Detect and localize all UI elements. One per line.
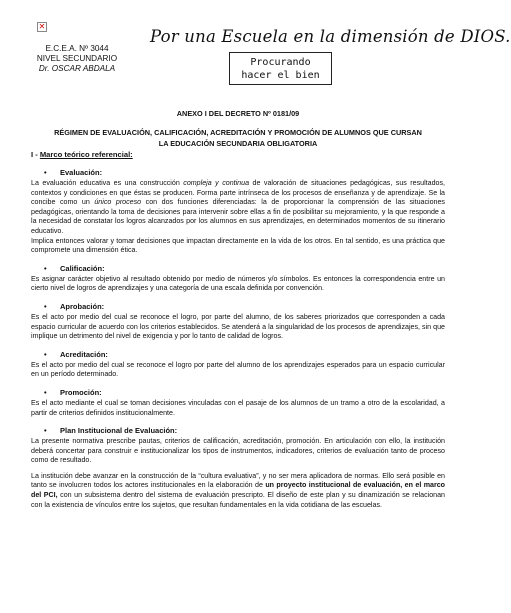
paragraph-aprobacion: Es el acto por medio del cual se reconoce el logro, por parte del alumno, de los saberes priorizados que corresponden a cada espacio curricular de acuerdo con los criterios establecidos. Se atenderá a la singularidad de los procesos de aprendizajes, sin que implique un detrimento del nivel de exigencia y por lo tanto de calidad de logros.	[31, 312, 445, 341]
bullet-icon: •	[44, 349, 47, 359]
heading-text: Acreditación:	[60, 349, 108, 359]
heading-text: Evaluación:	[60, 168, 103, 177]
school-line-3: Dr. OSCAR ABDALA	[38, 64, 116, 73]
school-line-2: NIVEL SECUNDARIO	[36, 54, 118, 63]
text-run: La institución debe avanzar en la construcción de la “cultura evaluativa”, y no ser mera aplicadora de normas. Ello será posible en tanto se involucren todos los actores institucionales en la elaboración de	[31, 471, 445, 490]
bullet-icon: •	[44, 387, 47, 397]
paragraph-promocion: Es el acto mediante el cual se toman decisiones vinculadas con el pasaje de los alumnos de un tramo a otro de la escolaridad, a partir de criterios definidos institucionalmente.	[31, 398, 445, 417]
section-heading	[31, 150, 445, 160]
heading-aprobacion	[44, 302, 445, 312]
bullet-icon: •	[44, 168, 47, 177]
text-run: de valoración de situaciones pedagógicas, sus resultados, contextos y condiciones en que éstas se producen. Forma parte intrínseca de los procesos de enseñanza y de aprendizaje. Se la concibe como un	[31, 179, 446, 207]
bold-run: un proyecto institucional de evaluación, en el marco del PCI,	[31, 481, 445, 500]
motto-box	[229, 52, 332, 85]
paragraph-evaluacion-1	[31, 179, 445, 237]
paragraph-calificacion: Es asignar carácter objetivo al resultado obtenido por medio de números y/o símbolos. Es entonces la correspondencia entre un cierto nivel de logros de aprendizajes y una categoría de una escala definida por convención.	[31, 274, 445, 293]
heading-plan-institucional	[44, 426, 445, 436]
italic-run: compleja y continua	[183, 179, 250, 187]
paragraph-acreditacion: Es el acto por medio del cual se reconoce el logro por parte del alumno de los aprendizajes esperados para un espacio curricular en un período determinado.	[31, 360, 445, 379]
document-title-line-1: RÉGIMEN DE EVALUACIÓN, CALIFICACIÓN, ACREDITACIÓN Y PROMOCIÓN DE ALUMNOS QUE CURSAN	[54, 128, 422, 137]
paragraph-plan-2	[31, 472, 445, 510]
paragraph-plan-1: La presente normativa prescribe pautas, criterios de calificación, acreditación, promoción. En articulación con ello, la institución deberá concertar para construir e institucionalizar los tipos de instrumentos, indicadores, criterios de evaluación tanto de proceso como de resultado.	[31, 437, 445, 465]
paragraph-evaluacion-2: Implica entonces valorar y tomar decisiones que impactan directamente en la vida de los otros. En tal sentido, es una práctica que compromete una dimensión ética.	[31, 236, 445, 255]
document-title-line-2: LA EDUCACIÓN SECUNDARIA OBLIGATORIA	[158, 139, 318, 148]
text-run: con dos funciones diferenciadas: la de proporcionar la comprensión de las situaciones pedagógicas, orientando la toma de decisiones para intervenir sobre ellas a fin de posibilitar su mejoramiento, y la que responde a la necesidad de constatar los logros alcanzados por los alumnos en sus aprendizajes, en determinados momentos de su itinerario educativo.	[31, 198, 445, 235]
school-line-1: E.C.E.A. Nº 3044	[45, 44, 109, 53]
italic-run: único proceso	[94, 198, 142, 207]
section-title: Marco teórico referencial:	[39, 150, 133, 159]
heading-text: Plan Institucional de Evaluación:	[60, 426, 178, 436]
heading-text: Aprobación:	[60, 301, 105, 311]
heading-acreditacion	[44, 350, 445, 360]
document-body	[31, 109, 445, 510]
text-run: con un subsistema dentro del sistema de evaluación prescripto. El diseño de este plan y su dinamización se relacionan con la existencia de vínculos entre los sujetos, que resultan fundamentales en la vida cotidiana de las escuelas.	[31, 491, 445, 509]
heading-promocion	[44, 388, 445, 398]
heading-evaluacion	[44, 168, 445, 178]
annex-heading: ANEXO I DEL DECRETO Nº 0181/09	[176, 109, 300, 118]
motto-line-1: Procurando	[250, 57, 311, 68]
heading-calificacion	[44, 264, 445, 274]
bullet-icon: •	[44, 301, 47, 311]
school-slogan: Por una Escuela en la dimensión de DIOS.	[150, 27, 511, 46]
bullet-icon: •	[44, 263, 47, 273]
broken-image-icon: ✕	[38, 22, 46, 31]
school-name-block	[31, 44, 123, 74]
motto-line-2: hacer el bien	[241, 70, 320, 81]
bullet-icon: •	[44, 426, 47, 436]
text-run: La evaluación educativa es una construcción	[31, 179, 184, 187]
heading-text: Calificación:	[60, 263, 105, 273]
heading-text: Promoción:	[60, 387, 102, 397]
section-prefix: I -	[31, 150, 40, 159]
